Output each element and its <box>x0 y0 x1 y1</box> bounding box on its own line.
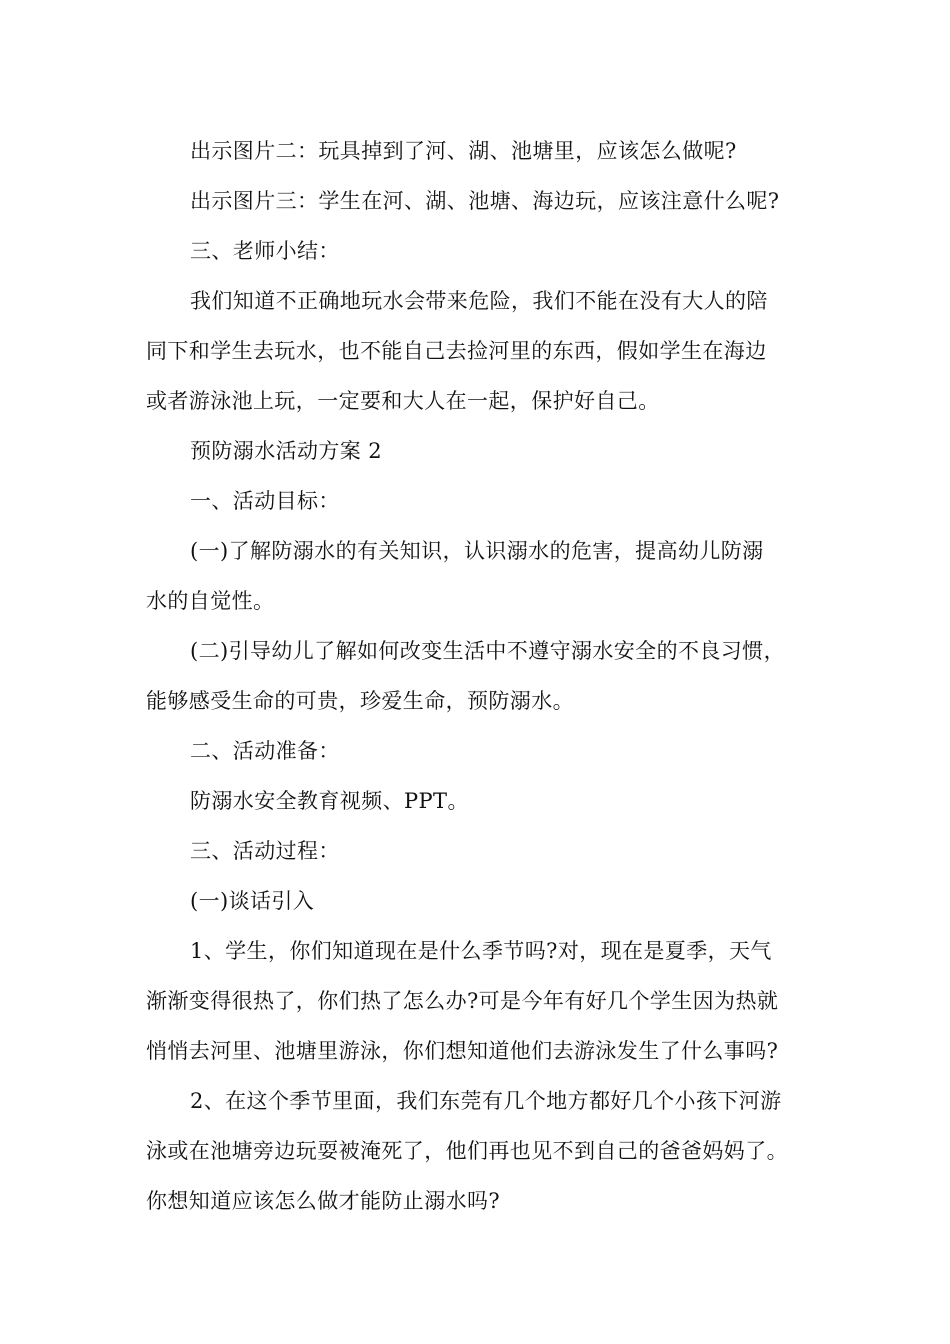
section-heading: 三、活动过程： <box>190 839 340 863</box>
paragraph-line: 出示图片三：学生在河、湖、池塘、海边玩，应该注意什么呢? <box>190 189 780 213</box>
paragraph-line: 水的自觉性。 <box>146 589 275 613</box>
paragraph-line: 我们知道不正确地玩水会带来危险，我们不能在没有大人的陪 <box>190 289 768 313</box>
paragraph-line: (二)引导幼儿了解如何改变生活中不遵守溺水安全的不良习惯， <box>190 639 785 663</box>
paragraph-line: 出示图片二：玩具掉到了河、湖、池塘里，应该怎么做呢? <box>190 139 737 163</box>
paragraph-line: 能够感受生命的可贵，珍爱生命，预防溺水。 <box>146 689 574 713</box>
paragraph-line: 泳或在池塘旁边玩耍被淹死了，他们再也见不到自己的爸爸妈妈了。 <box>146 1139 788 1163</box>
section-heading: 一、活动目标： <box>190 489 340 513</box>
paragraph-line: 防溺水安全教育视频、PPT。 <box>190 789 469 813</box>
paragraph-line: 你想知道应该怎么做才能防止溺水吗? <box>146 1189 501 1213</box>
paragraph-line: 渐渐变得很热了，你们热了怎么办?可是今年有好几个学生因为热就 <box>146 989 779 1013</box>
document-body <box>146 126 806 1226</box>
document-subtitle: 预防溺水活动方案 2 <box>190 439 383 463</box>
paragraph-line: 悄悄去河里、池塘里游泳，你们想知道他们去游泳发生了什么事吗? <box>146 1039 779 1063</box>
paragraph-line: 2、在这个季节里面，我们东莞有几个地方都好几个小孩下河游 <box>190 1089 782 1113</box>
paragraph-line: 同下和学生去玩水，也不能自己去捡河里的东西，假如学生在海边 <box>146 339 767 363</box>
section-heading: 二、活动准备： <box>190 739 340 763</box>
paragraph-line: (一)了解防溺水的有关知识，认识溺水的危害，提高幼儿防溺 <box>190 539 764 563</box>
section-heading: 三、老师小结： <box>190 239 340 263</box>
paragraph-line: 1、学生，你们知道现在是什么季节吗?对，现在是夏季，天气 <box>190 939 772 963</box>
paragraph-line: 或者游泳池上玩，一定要和大人在一起，保护好自己。 <box>146 389 660 413</box>
subsection-heading: (一)谈话引入 <box>190 889 315 913</box>
